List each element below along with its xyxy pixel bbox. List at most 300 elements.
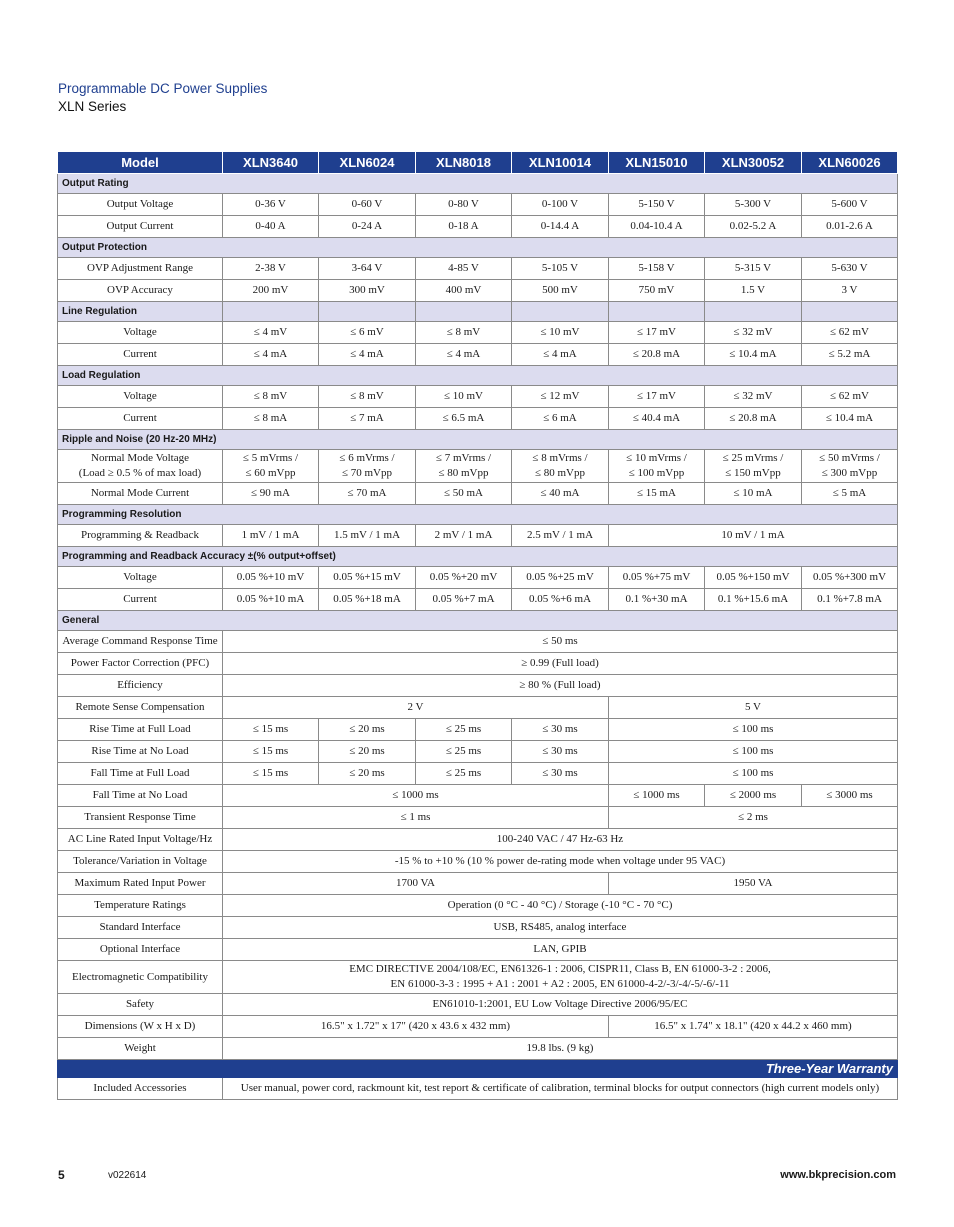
warranty-label: Three-Year Warranty — [58, 1060, 898, 1078]
section-label: Output Rating — [58, 174, 898, 194]
cell-line: ≤ 25 ms — [445, 745, 482, 757]
table-cell — [223, 653, 898, 675]
cell-line: 10 mV / 1 mA — [721, 529, 785, 541]
table-cell — [802, 589, 898, 611]
cell-line: ≤ 7 mVrms / — [435, 452, 492, 464]
row-label — [58, 258, 223, 280]
table-cell — [223, 631, 898, 653]
table-cell — [705, 483, 802, 505]
table-cell — [802, 280, 898, 302]
table-row — [58, 280, 898, 302]
table-cell — [319, 216, 416, 238]
cell-line: ≤ 25 mVrms / — [722, 452, 784, 464]
section-empty-cell — [223, 302, 319, 322]
row-label — [58, 280, 223, 302]
cell-line: ≤ 100 ms — [732, 745, 774, 757]
row-label-line: Electromagnetic Compatibility — [72, 970, 208, 983]
table-cell — [416, 483, 512, 505]
table-cell — [512, 280, 609, 302]
cell-line: ≤ 40 mA — [540, 487, 580, 499]
section-row — [58, 174, 898, 194]
table-cell — [609, 258, 705, 280]
cell-line: 1.5 mV / 1 mA — [333, 529, 401, 541]
cell-line: ≤ 30 ms — [542, 745, 578, 757]
cell-line: 5-105 V — [541, 262, 579, 274]
table-cell — [609, 589, 705, 611]
cell-line: ≤ 6 mV — [350, 326, 384, 338]
cell-line: ≤ 8 mV — [446, 326, 481, 338]
cell-line: ≤ 2000 ms — [729, 789, 777, 801]
cell-line: ≤ 6 mVrms / — [339, 452, 395, 464]
cell-line: ≤ 10 mV — [443, 390, 484, 402]
table-cell — [512, 344, 609, 366]
table-row — [58, 386, 898, 408]
section-row — [58, 505, 898, 525]
cell-line: 16.5" x 1.74" x 18.1" (420 x 44.2 x 460 mm) — [654, 1020, 852, 1032]
table-cell — [609, 763, 898, 785]
cell-line: ≤ 80 mVpp — [534, 467, 586, 479]
row-label-line: Output Voltage — [106, 198, 174, 210]
table-cell — [512, 258, 609, 280]
table-cell — [319, 344, 416, 366]
table-cell — [609, 741, 898, 763]
cell-line: 400 mV — [445, 284, 482, 296]
table-row — [58, 719, 898, 741]
cell-line: 0-40 A — [255, 220, 286, 232]
table-cell — [609, 344, 705, 366]
row-label-line: Remote Sense Compensation — [75, 701, 205, 713]
row-label — [58, 631, 223, 653]
table-cell — [223, 851, 898, 873]
page-number: 5 — [58, 1168, 65, 1182]
section-row — [58, 302, 898, 322]
table-cell — [705, 344, 802, 366]
cell-line: 19.8 lbs. (9 kg) — [526, 1042, 594, 1054]
table-cell — [802, 344, 898, 366]
row-label-line: Tolerance/Variation in Voltage — [73, 855, 207, 867]
table-cell — [416, 719, 512, 741]
table-cell — [802, 386, 898, 408]
row-label — [58, 567, 223, 589]
row-label — [58, 895, 223, 917]
warranty-banner — [58, 1060, 898, 1078]
cell-line: 1950 VA — [733, 877, 773, 889]
table-row — [58, 763, 898, 785]
cell-line: ≤ 2 ms — [738, 811, 768, 823]
table-row — [58, 653, 898, 675]
table-cell — [223, 807, 609, 829]
row-label — [58, 939, 223, 961]
cell-line: 0-100 V — [541, 198, 579, 210]
cell-line: 500 mV — [542, 284, 578, 296]
row-label-line: (Load ≥ 0.5 % of max load) — [78, 467, 202, 479]
table-row — [58, 1016, 898, 1038]
cell-line: 5-600 V — [831, 198, 868, 210]
row-label-line: Voltage — [123, 390, 157, 402]
table-cell — [609, 873, 898, 895]
row-label-line: Rise Time at No Load — [91, 745, 189, 757]
table-cell — [416, 567, 512, 589]
row-label-line: Power Factor Correction (PFC) — [70, 657, 210, 669]
cell-line: ≤ 5 mVrms / — [242, 452, 299, 464]
table-row — [58, 961, 898, 994]
table-cell — [223, 194, 319, 216]
cell-line: 5-300 V — [734, 198, 772, 210]
table-row — [58, 194, 898, 216]
header-model: Model — [58, 152, 223, 174]
cell-line: ≤ 70 mA — [347, 487, 387, 499]
cell-line: EN61010-1:2001, EU Low Voltage Directive 2006/95/EC — [432, 998, 688, 1010]
cell-line: 16.5" x 1.72" x 17" (420 x 43.6 x 432 mm) — [320, 1020, 511, 1032]
cell-line: ≤ 8 mV — [253, 390, 288, 402]
row-label-line: Temperature Ratings — [94, 899, 186, 911]
row-label — [58, 697, 223, 719]
row-label-line: Maximum Rated Input Power — [74, 877, 206, 889]
cell-line: 2 V — [407, 701, 424, 713]
cell-line: ≤ 62 mV — [829, 326, 870, 338]
row-label-line: Output Current — [106, 220, 174, 232]
table-row — [58, 567, 898, 589]
cell-line: 0.1 %+15.6 mA — [717, 593, 789, 605]
website-url: www.bkprecision.com — [780, 1169, 896, 1181]
table-cell — [223, 939, 898, 961]
cell-line: 5 V — [745, 701, 761, 713]
table-row — [58, 895, 898, 917]
cell-line: ≤ 4 mA — [253, 348, 288, 360]
cell-line: User manual, power cord, rackmount kit, test report & certificate of calibration, terminal blocks for output connectors (high current models only) — [240, 1082, 880, 1094]
cell-line: ≤ 7 mA — [350, 412, 384, 424]
cell-line: ≤ 80 mVpp — [438, 467, 489, 479]
row-label-line: Transient Response Time — [84, 811, 196, 823]
cell-line: ≤ 12 mV — [540, 390, 580, 402]
cell-line: 1.5 V — [740, 284, 766, 296]
cell-line: 0.05 %+10 mA — [236, 593, 305, 605]
cell-line: ≤ 15 ms — [252, 767, 289, 779]
table-cell — [609, 807, 898, 829]
table-cell — [319, 525, 416, 547]
section-empty-cell — [802, 302, 898, 322]
table-cell — [609, 450, 705, 483]
table-cell — [223, 216, 319, 238]
cell-line: ≤ 4 mA — [350, 348, 384, 360]
cell-line: ≤ 20.8 mA — [729, 412, 777, 424]
header-model-col: XLN8018 — [416, 152, 512, 174]
table-cell — [416, 741, 512, 763]
row-label — [58, 675, 223, 697]
table-cell — [223, 1016, 609, 1038]
table-row — [58, 851, 898, 873]
table-cell — [609, 1016, 898, 1038]
table-cell — [223, 525, 319, 547]
cell-line: ≤ 62 mV — [829, 390, 870, 402]
table-cell — [705, 194, 802, 216]
table-row — [58, 741, 898, 763]
table-cell — [319, 280, 416, 302]
table-cell — [223, 961, 898, 994]
table-row — [58, 631, 898, 653]
table-cell — [223, 589, 319, 611]
table-cell — [416, 386, 512, 408]
table-cell — [802, 567, 898, 589]
cell-line: ≤ 32 mV — [733, 390, 773, 402]
header-model-col: XLN60026 — [802, 152, 898, 174]
table-cell — [223, 567, 319, 589]
table-cell — [223, 785, 609, 807]
cell-line: ≤ 15 mA — [636, 487, 677, 499]
table-cell — [512, 763, 609, 785]
table-cell — [802, 322, 898, 344]
table-cell — [319, 719, 416, 741]
table-cell — [319, 450, 416, 483]
section-row — [58, 366, 898, 386]
section-label: General — [58, 611, 898, 631]
row-label — [58, 1038, 223, 1060]
table-cell — [223, 1038, 898, 1060]
row-label-line: Optional Interface — [99, 943, 181, 955]
row-label-line: Included Accessories — [93, 1082, 187, 1094]
section-label: Load Regulation — [58, 366, 898, 386]
table-cell — [802, 483, 898, 505]
cell-line: ≤ 10 mA — [733, 487, 773, 499]
row-label — [58, 344, 223, 366]
row-label-line: Current — [123, 412, 157, 424]
cell-line: ≤ 3000 ms — [826, 789, 873, 801]
table-row — [58, 675, 898, 697]
cell-line: ≤ 70 mVpp — [341, 467, 393, 479]
row-label-line: Fall Time at No Load — [92, 789, 188, 801]
section-empty-cell — [416, 302, 512, 322]
cell-line: 1700 VA — [395, 877, 436, 889]
row-label-line: Standard Interface — [99, 921, 181, 933]
table-row — [58, 258, 898, 280]
table-cell — [319, 763, 416, 785]
cell-line: ≤ 40.4 mA — [632, 412, 681, 424]
table-cell — [319, 567, 416, 589]
cell-line: 0.1 %+30 mA — [625, 593, 688, 605]
cell-line: ≤ 20 ms — [349, 723, 385, 735]
table-cell — [609, 194, 705, 216]
cell-line: ≤ 10 mVrms / — [626, 452, 687, 464]
cell-line: ≤ 50 ms — [542, 635, 578, 647]
table-row — [58, 994, 898, 1016]
table-cell — [705, 386, 802, 408]
cell-line: ≤ 8 mA — [253, 412, 288, 424]
row-label — [58, 1078, 223, 1100]
cell-line: ≤ 15 ms — [252, 745, 289, 757]
row-label-line: Current — [123, 348, 157, 360]
table-cell — [223, 344, 319, 366]
cell-line: LAN, GPIB — [533, 943, 587, 955]
table-row — [58, 589, 898, 611]
table-row — [58, 450, 898, 483]
row-label — [58, 807, 223, 829]
table-cell — [802, 785, 898, 807]
cell-line: 0-80 V — [448, 198, 479, 210]
row-label — [58, 829, 223, 851]
table-row — [58, 939, 898, 961]
table-row — [58, 873, 898, 895]
cell-line: 5-158 V — [638, 262, 675, 274]
header-model-col: XLN6024 — [319, 152, 416, 174]
header-model-col: XLN30052 — [705, 152, 802, 174]
row-label — [58, 785, 223, 807]
section-label: Ripple and Noise (20 Hz-20 MHz) — [58, 430, 898, 450]
cell-line: 3 V — [841, 284, 858, 296]
cell-line: ≤ 5.2 mA — [828, 348, 871, 360]
cell-line: EMC DIRECTIVE 2004/108/EC, EN61326-1 : 2006, CISPR11, Class B, EN 61000-3-2 : 2006, — [349, 963, 771, 975]
table-cell — [416, 344, 512, 366]
cell-line: 0.05 %+150 mV — [716, 571, 790, 583]
cell-line: 0.01-2.6 A — [826, 220, 873, 232]
table-cell — [223, 763, 319, 785]
table-cell — [319, 483, 416, 505]
table-cell — [705, 589, 802, 611]
table-cell — [319, 741, 416, 763]
table-cell — [609, 408, 705, 430]
spec-table — [57, 151, 898, 1100]
table-cell — [223, 917, 898, 939]
table-cell — [705, 280, 802, 302]
table-cell — [416, 450, 512, 483]
row-label — [58, 589, 223, 611]
row-label — [58, 1016, 223, 1038]
table-cell — [223, 280, 319, 302]
cell-line: 0.05 %+300 mV — [812, 571, 887, 583]
row-label-line: Programming & Readback — [81, 529, 199, 541]
table-cell — [705, 450, 802, 483]
cell-line: 0.05 %+18 mA — [333, 593, 401, 605]
table-cell — [512, 483, 609, 505]
cell-line: ≤ 100 mVpp — [628, 467, 685, 479]
table-cell — [223, 741, 319, 763]
cell-line: 3-64 V — [351, 262, 383, 274]
table-cell — [705, 322, 802, 344]
cell-line: ≤ 6.5 mA — [442, 412, 485, 424]
table-cell — [223, 675, 898, 697]
cell-line: ≤ 5 mA — [832, 487, 867, 499]
cell-line: -15 % to +10 % (10 % power de-rating mode when voltage under 95 VAC) — [394, 855, 726, 867]
table-cell — [705, 408, 802, 430]
table-cell — [609, 785, 705, 807]
row-label — [58, 653, 223, 675]
table-cell — [512, 589, 609, 611]
table-row — [58, 525, 898, 547]
table-cell — [223, 258, 319, 280]
table-cell — [223, 719, 319, 741]
cell-line: 0.05 %+20 mV — [429, 571, 498, 583]
cell-line: ≥ 80 % (Full load) — [519, 679, 601, 691]
cell-line: ≤ 20.8 mA — [632, 348, 681, 360]
row-label-line: Average Command Response Time — [62, 635, 218, 647]
table-cell — [319, 589, 416, 611]
table-cell — [512, 386, 609, 408]
row-label — [58, 386, 223, 408]
cell-line: ≤ 20 ms — [349, 745, 385, 757]
table-cell — [802, 258, 898, 280]
cell-line: 0.05 %+15 mV — [333, 571, 401, 583]
cell-line: 4-85 V — [448, 262, 479, 274]
table-cell — [512, 741, 609, 763]
cell-line: ≤ 10 mV — [540, 326, 580, 338]
cell-line: 0-14.4 A — [540, 220, 580, 232]
section-empty-cell — [512, 302, 609, 322]
table-cell — [609, 525, 898, 547]
row-label — [58, 917, 223, 939]
row-label-line: OVP Adjustment Range — [87, 262, 193, 274]
cell-line: ≤ 17 mV — [636, 326, 677, 338]
row-label — [58, 851, 223, 873]
table-cell — [223, 408, 319, 430]
cell-line: 0.05 %+25 mV — [526, 571, 594, 583]
table-cell — [319, 408, 416, 430]
cell-line: ≤ 8 mV — [350, 390, 384, 402]
cell-line: 2.5 mV / 1 mA — [526, 529, 594, 541]
cell-line: 300 mV — [349, 284, 385, 296]
cell-line: 1 mV / 1 mA — [241, 529, 300, 541]
cell-line: ≤ 10.4 mA — [729, 348, 777, 360]
cell-line: 5-630 V — [831, 262, 868, 274]
cell-line: ≤ 17 mV — [636, 390, 677, 402]
cell-line: EN 61000-3-3 : 1995 + A1 : 2001 + A2 : 2005, EN 61000-4-2/-3/-4/-5/-6/-11 — [390, 978, 730, 990]
table-cell — [802, 194, 898, 216]
cell-line: 5-150 V — [638, 198, 675, 210]
table-cell — [512, 567, 609, 589]
cell-line: 0.05 %+10 mV — [236, 571, 305, 583]
table-cell — [705, 785, 802, 807]
cell-line: 750 mV — [638, 284, 675, 296]
table-cell — [319, 322, 416, 344]
row-label-line: Dimensions (W x H x D) — [84, 1020, 196, 1032]
table-cell — [223, 697, 609, 719]
row-label-line: Voltage — [123, 326, 157, 338]
cell-line: ≤ 4 mA — [446, 348, 481, 360]
row-label — [58, 763, 223, 785]
cell-line: 0-60 V — [351, 198, 383, 210]
cell-line: ≤ 10.4 mA — [825, 412, 874, 424]
row-label-line: Efficiency — [117, 679, 163, 691]
table-row — [58, 344, 898, 366]
table-cell — [609, 567, 705, 589]
table-row — [58, 1078, 898, 1100]
cell-line: 0.05 %+7 mA — [432, 593, 495, 605]
cell-line: ≤ 32 mV — [733, 326, 773, 338]
table-cell — [609, 719, 898, 741]
table-cell — [416, 408, 512, 430]
table-row — [58, 829, 898, 851]
section-row — [58, 547, 898, 567]
section-label: Programming Resolution — [58, 505, 898, 525]
table-cell — [609, 322, 705, 344]
cell-line: 0-18 A — [448, 220, 479, 232]
row-label-line: AC Line Rated Input Voltage/Hz — [67, 833, 213, 845]
table-header-row — [58, 152, 898, 174]
cell-line: ≤ 1000 ms — [392, 789, 439, 801]
cell-line: ≤ 50 mA — [443, 487, 484, 499]
cell-line: ≤ 50 mVrms / — [819, 452, 880, 464]
cell-line: ≤ 20 ms — [349, 767, 385, 779]
row-label — [58, 450, 223, 483]
table-cell — [416, 763, 512, 785]
table-cell — [705, 567, 802, 589]
cell-line: 0.04-10.4 A — [630, 220, 683, 232]
section-row — [58, 611, 898, 631]
table-row — [58, 807, 898, 829]
row-label-line: Current — [123, 593, 157, 605]
table-cell — [319, 386, 416, 408]
cell-line: USB, RS485, analog interface — [493, 921, 627, 933]
table-row — [58, 483, 898, 505]
cell-line: ≤ 1 ms — [400, 811, 431, 823]
